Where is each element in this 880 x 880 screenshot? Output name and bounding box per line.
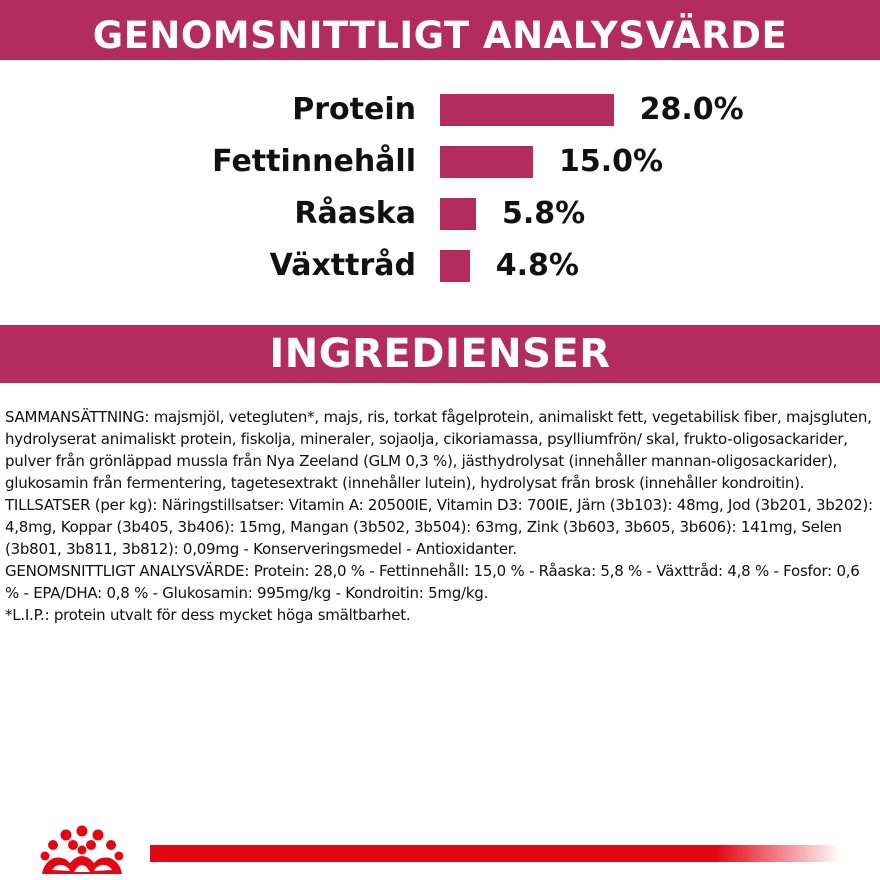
nutrient-bar [440, 146, 533, 178]
nutrient-label: Råaska [294, 196, 416, 231]
ingredients-title: INGREDIENSER [269, 331, 611, 377]
nutrient-bar [440, 250, 470, 282]
nutrient-row [0, 248, 880, 284]
analysis-banner [0, 0, 880, 60]
nutrient-value: 15.0% [559, 144, 664, 179]
nutrient-value: 4.8% [495, 248, 579, 283]
nutrient-label: Växttråd [269, 248, 416, 283]
nutrient-label: Fettinnehåll [212, 144, 416, 179]
nutrient-value: 28.0% [639, 92, 744, 127]
additives-paragraph: TILLSATSER (per kg): Näringstillsatser: Vitamin A: 20500IE, Vitamin D3: 700IE, Järn (3b103): 48mg, Jod (3b201, 3b202): 4,8mg, Koppar (3b405, 3b406): 15mg, Mangan (3b502, 3b504): 63mg, Zink (3b603, 3b605, 3b606): 141mg, Selen (3b801, 3b811, 3b812): 0,09mg - Konserveringsmedel - Antioxidanter. [5, 496, 873, 558]
ingredients-banner [0, 325, 880, 383]
nutrient-bar [440, 198, 476, 230]
analysis-paragraph: GENOMSNITTLIGT ANALYSVÄRDE: Protein: 28,0 % - Fettinnehåll: 15,0 % - Råaska: 5,8 % - Växttråd: 4,8 % - Fosfor: 0,6 % - EPA/DHA: 0,8 % - Glukosamin: 995mg/kg - Kondroitin: 5mg/kg. [5, 562, 860, 602]
composition-paragraph: SAMMANSÄTTNING: majsmjöl, vetegluten*, majs, ris, torkat fågelprotein, animaliskt fett, vegetabilisk fiber, majsgluten, hydrolyserat animaliskt protein, fiskolja, mineraler, sojaolja, cikoriamassa, psylliumfrön/ skal, frukto-oligosackarider, pulver från grönläppad mussla från Nya Zeeland (GLM 0,3 %), jästhydrolysat (innehåller mannan-oligosackarider), glukosamin från fermentering, tagetesextrakt (innehåller lutein), hydrolysat från brosk (innehåller kondroitin). [5, 408, 872, 492]
nutrient-row [0, 144, 880, 180]
analysis-title: GENOMSNITTLIGT ANALYSVÄRDE [92, 14, 788, 57]
nutrient-row [0, 92, 880, 128]
footer-stripe [150, 845, 840, 862]
footnote-paragraph: *L.I.P.: protein utvalt för dess mycket höga smältbarhet. [5, 606, 411, 624]
nutrient-row [0, 196, 880, 232]
ingredients-text [5, 406, 877, 626]
nutrient-label: Protein [292, 92, 416, 127]
nutrient-value: 5.8% [501, 196, 586, 231]
nutrient-bar [440, 94, 614, 126]
crown-icon [22, 818, 142, 876]
